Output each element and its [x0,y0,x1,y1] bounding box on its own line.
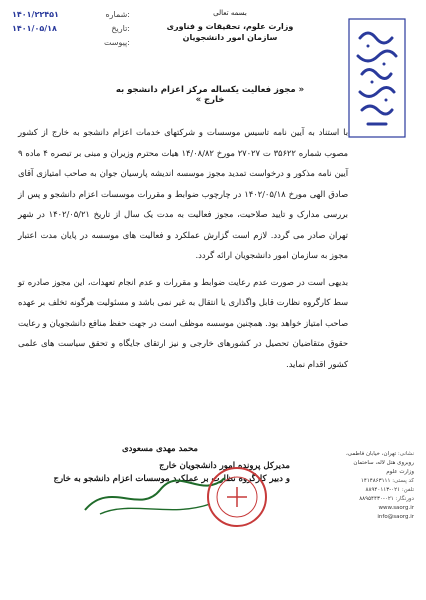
address-label: نشانی: [397,451,414,457]
letter-attachment-label: پیوست: [103,38,130,47]
signer-name: محمد مهدی مسعودی [122,444,198,454]
organization-logo [348,18,406,138]
letter-date-row [12,22,130,36]
letter-number-row [12,8,130,22]
letter-date-value: ۱۴۰۱/۰۵/۱۸ [12,24,57,33]
address-value: تهران، خیابان فاطمی، روبروی هتل لاله، ساختمان وزارت علوم [346,451,414,475]
letter-number-label: شماره: [105,10,130,19]
body-paragraph-1: با استناد به آیین نامه تاسیس موسسات و شرکتهای خدمات اعزام دانشجو به خارج از کشور مصوب شماره ۳۵۶۲۲ ت ۲۷۰۲۷ مورخ ۱۴/۰۸/۸۲ هیات محترم وزیران و مبنی بر تبصره ۴ ماده ۹ آیین نامه مذکور و درخواست تمدید مجوز موسسه اندیشه پارسیان جوان به صاحب امتیازی آقای صادق الهی مورخ ۱۴۰۲/۰۵/۱۸ در چارچوب ضوابط و مقررات موسسات اعزام دانشجو و پس از بررسی مدارک و تایید صلاحیت، مجوز فعالیت به مدت یک سال از تاریخ ۱۴۰۲/۰۵/۲۱ در شهر تهران صادر می گردد. لازم است گزارش عملکرد و فعالیت های موسسه در پایان مدت اعتبار مجوز به سازمان امور دانشجویان ارائه گردد. [18,127,348,260]
fax-label: دورنگار: [395,496,414,502]
body-paragraph-2: بدیهی است در صورت عدم رعایت ضوابط و مقررات و عدم انجام تعهدات، این مجوز صادره تو سط کارگروه نظارت قابل واگذاری یا انتقال به غیر نمی باشد و مسئولیت هرگونه تخلف بر عهده صاحب امتیاز خواهد بود. همچنین موسسه موظف است در جهت حفظ منافع دانشجویان و رعایت حقوق متقاضیان تحصیل در کشورهای خارجی و نیز ارتقای جایگاه و تحقق سیاست های علمی کشور اقدام نماید. [18,276,348,369]
phone-label: تلفن: [401,487,414,493]
ministry-name: وزارت علوم، تحقیقات و فناوری [166,22,294,31]
letter-body [18,122,348,380]
letter-attachment-row [12,36,130,50]
basmala: بسمه تعالی [213,9,247,17]
letter-header [160,8,300,43]
phone-value: ۰۲۱-۸۸۹۴۰۱۱۳ [365,487,401,493]
letter-number-value: ۱۴۰۱/۲۲۴۵۱ [12,10,59,19]
letter-meta [12,8,130,50]
official-stamp [205,465,269,529]
signer-title-1: مدیرکل پرونده امور دانشجویان خارج [159,461,290,471]
postal-label: کد پستی: [392,478,414,484]
email-link[interactable]: info@saorg.ir [377,514,414,520]
website-link[interactable]: www.saorg.ir [378,505,414,511]
postal-value: ۱۴۱۴۸۶۳۱۱۱ [360,478,391,484]
contact-info [344,450,414,522]
fax-value: ۰۲۱-۸۸۹۵۴۴۳۰ [359,496,394,502]
organization-name: سازمان امور دانشجویان [182,33,278,42]
letter-subject: « مجوز فعالیت یکساله مرکز اعزام دانشجو به خارج » [115,85,305,105]
letter-date-label: تاریخ: [111,24,130,33]
signer-title-2: و دبیر کارگروه نظارت بر عملکرد موسسات اعزام دانشجو به خارج [53,474,290,484]
